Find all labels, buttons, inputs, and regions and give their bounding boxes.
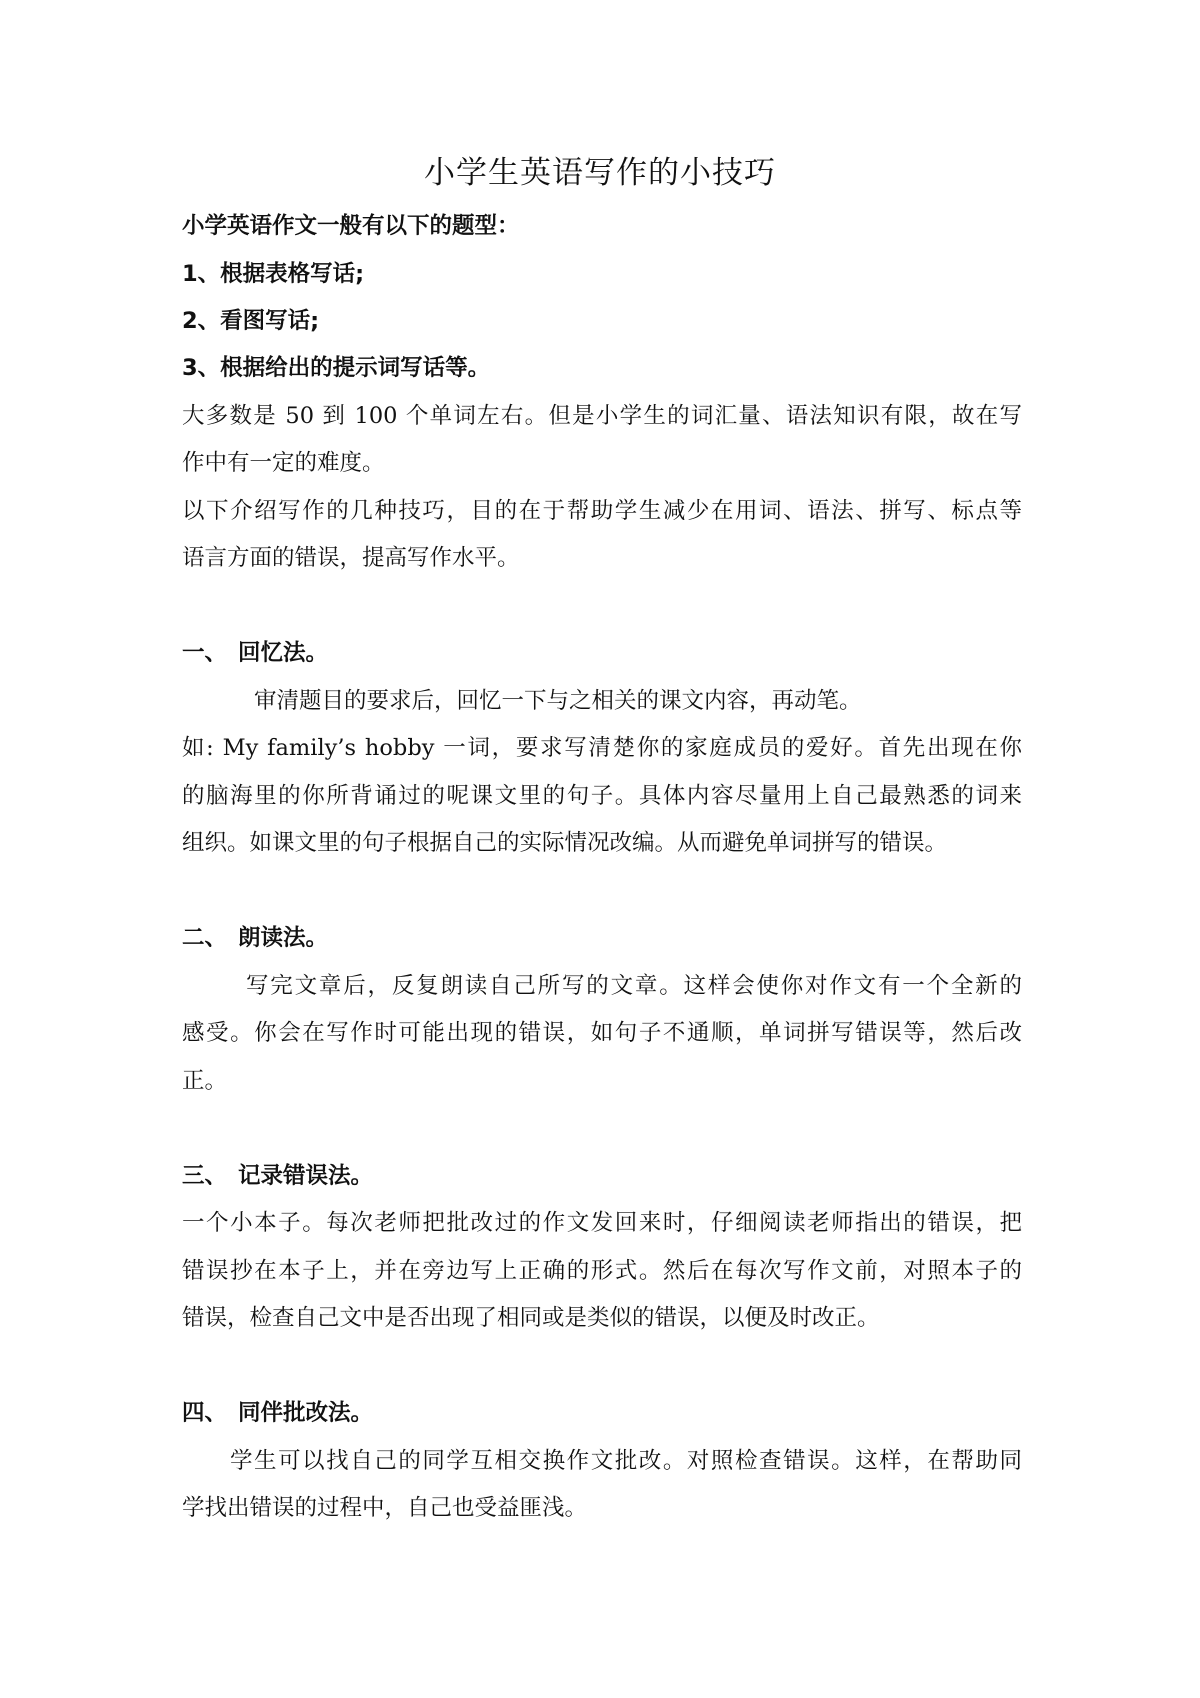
type-item-2: 2、看图写话; [182,308,320,334]
section-3-line-3: 错误，检查自己文中是否出现了相同或是类似的错误，以便及时改正。 [182,1305,880,1331]
intro-para1-line2: 作中有一定的难度。 [182,450,385,476]
section-4-line-1: 学生可以找自己的同学互相交换作文批改。对照检查错误。这样，在帮助同 [230,1448,1022,1474]
intro-heading: 小学英语作文一般有以下的题型： [182,213,520,239]
section-2-line-3: 正。 [182,1068,228,1094]
intro-para1-line1: 大多数是 50 到 100 个单词左右。但是小学生的词汇量、语法知识有限，故在写 [182,403,1022,429]
section-1-line-2: 如: My family’s hobby 一词，要求写清楚你的家庭成员的爱好。首先出现在你 [182,735,1022,761]
section-number-1: 一、 [182,640,228,666]
document-title: 小学生英语写作的小技巧 [424,155,776,191]
section-3-line-1: 一个小本子。每次老师把批改过的作文发回来时，仔细阅读老师指出的错误，把 [182,1210,1022,1236]
section-title-2: 朗读法。 [238,925,329,951]
type-item-1: 1、根据表格写话; [182,261,365,287]
type-item-3: 3、根据给出的提示词写话等。 [182,355,491,381]
section-title-3: 记录错误法。 [238,1163,374,1189]
intro-para2-line2: 语言方面的错误，提高写作水平。 [182,545,520,571]
section-heading-2 [182,918,1022,958]
section-2-line-1: 写完文章后，反复朗读自己所写的文章。这样会使你对作文有一个全新的 [246,973,1022,999]
section-number-3: 三、 [182,1163,228,1189]
section-3-line-2: 错误抄在本子上，并在旁边写上正确的形式。然后在每次写作文前，对照本子的 [182,1258,1022,1284]
section-number-2: 二、 [182,925,228,951]
section-2-line-2: 感受。你会在写作时可能出现的错误，如句子不通顺，单词拼写错误等，然后改 [182,1020,1022,1046]
section-title-1: 回忆法。 [238,640,329,666]
section-1-line-1: 审清题目的要求后，回忆一下与之相关的课文内容，再动笔。 [254,688,862,714]
section-4-line-2: 学找出错误的过程中，自己也受益匪浅。 [182,1495,588,1521]
section-heading-4 [182,1393,1022,1433]
section-heading-1 [182,633,1022,673]
intro-para2-line1: 以下介绍写作的几种技巧，目的在于帮助学生减少在用词、语法、拼写、标点等 [182,498,1022,524]
section-number-4: 四、 [182,1400,228,1426]
section-1-line-3: 的脑海里的你所背诵过的呢课文里的句子。具体内容尽量用上自己最熟悉的词来 [182,783,1022,809]
section-1-line-4: 组织。如课文里的句子根据自己的实际情况改编。从而避免单词拼写的错误。 [182,830,948,856]
section-title-4: 同伴批改法。 [238,1400,374,1426]
section-heading-3 [182,1156,1022,1196]
